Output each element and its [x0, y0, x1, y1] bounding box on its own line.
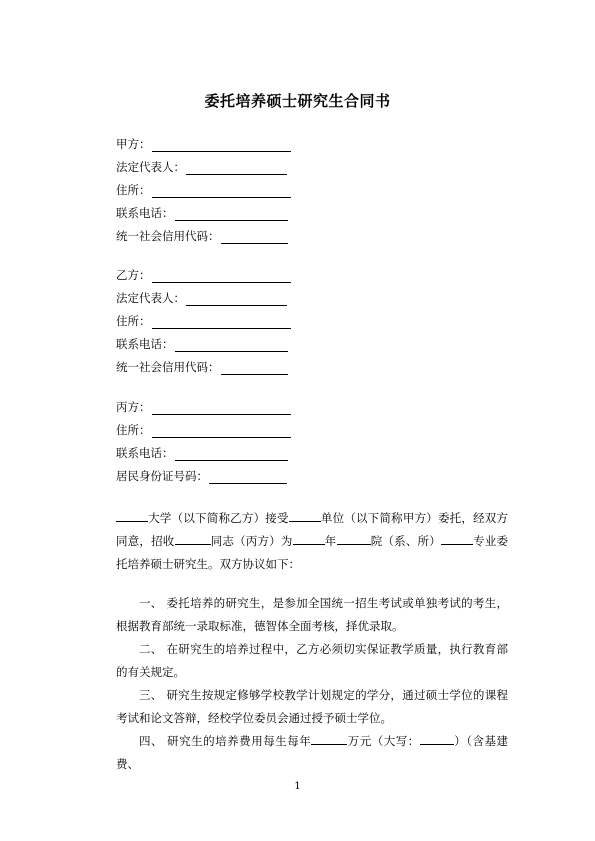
party-b-phone-field — [116, 336, 288, 352]
party-b-name-blank[interactable] — [152, 270, 291, 283]
party-c-name-field — [116, 399, 291, 415]
party-c-name-blank[interactable] — [152, 402, 291, 415]
party-c-address-blank[interactable] — [152, 425, 291, 438]
party-a-name-field — [116, 136, 291, 152]
party-a-credit-code-blank[interactable] — [221, 231, 288, 244]
intro-text-5: 院（系、所） — [370, 534, 441, 548]
party-a-name-blank[interactable] — [152, 139, 291, 152]
party-a-address-field — [116, 182, 291, 198]
clause-2: 二、 在研究生的培养过程中，乙方必须切实保证教学质量，执行教育部的有关规定。 — [116, 642, 508, 679]
intro-text-1: 大学（以下简称乙方）接受 — [148, 511, 289, 525]
party-b-phone-label: 联系电话： — [116, 337, 174, 351]
page-number: 1 — [294, 781, 301, 792]
clause-4-text-2: 万元（大写： — [347, 734, 420, 748]
party-c-name-label: 丙方： — [116, 400, 151, 414]
intro-text-6: 专业委托培养硕士研究生。双方协议如下： — [116, 534, 509, 571]
party-c-id-field — [116, 468, 287, 484]
major-blank[interactable] — [441, 532, 473, 545]
university-blank[interactable] — [116, 509, 148, 522]
party-b-rep-blank[interactable] — [186, 293, 287, 306]
party-b-rep-label: 法定代表人： — [116, 291, 185, 305]
clause-4-text-1: 四、 研究生的培养费用每生每年 — [139, 734, 312, 748]
clause-3: 三、 研究生按规定修够学校教学计划规定的学分，通过硕士学位的课程考试和论文答辩，经校学位委员会通过授予硕士学位。 — [116, 688, 508, 725]
party-a-phone-blank[interactable] — [175, 208, 288, 221]
party-b-address-field — [116, 313, 291, 329]
party-c-phone-field — [116, 445, 288, 461]
clause-4 — [116, 730, 508, 776]
party-a-phone-label: 联系电话： — [116, 206, 174, 220]
school-blank[interactable] — [337, 532, 371, 545]
year-blank[interactable] — [293, 532, 325, 545]
party-a-rep-label: 法定代表人： — [116, 160, 185, 174]
party-c-address-field — [116, 422, 291, 438]
party-c-id-label: 居民身份证号码： — [116, 469, 208, 483]
fee-uppercase-blank[interactable] — [420, 732, 454, 745]
intro-text-4: 年 — [324, 534, 337, 548]
party-b-rep-field — [116, 290, 287, 306]
party-b-address-label: 住所： — [116, 314, 151, 328]
party-a-name-label: 甲方： — [116, 137, 151, 151]
party-a-phone-field — [116, 205, 288, 221]
party-c-address-label: 住所： — [116, 423, 151, 437]
party-a-rep-field — [116, 159, 287, 175]
party-b-credit-code-label: 统一社会信用代码： — [116, 360, 220, 374]
clause-4-text-3: ）（含基建费、 — [116, 734, 509, 771]
student-name-blank[interactable] — [175, 532, 211, 545]
party-b-credit-code-blank[interactable] — [221, 362, 288, 375]
party-b-phone-blank[interactable] — [175, 339, 288, 352]
clause-1: 一、 委托培养的研究生，是参加全国统一招生考试或单独考试的考生，根据教育部统一录取标准，德智体全面考核，择优录取。 — [116, 596, 508, 633]
party-a-rep-blank[interactable] — [186, 162, 287, 175]
party-a-address-label: 住所： — [116, 183, 151, 197]
document-title: 委托培养硕士研究生合同书 — [204, 92, 391, 110]
party-b-name-field — [116, 267, 291, 283]
party-b-name-label: 乙方： — [116, 268, 151, 282]
unit-blank[interactable] — [289, 509, 321, 522]
party-b-credit-code-field — [116, 359, 288, 375]
party-c-phone-label: 联系电话： — [116, 446, 174, 460]
intro-paragraph — [116, 507, 508, 576]
intro-text-3: 同志（丙方）为 — [210, 534, 293, 548]
party-b-address-blank[interactable] — [152, 316, 291, 329]
party-a-credit-code-label: 统一社会信用代码： — [116, 229, 220, 243]
fee-amount-blank[interactable] — [311, 732, 347, 745]
party-c-id-blank[interactable] — [209, 471, 287, 484]
party-c-phone-blank[interactable] — [175, 448, 288, 461]
intro-text-2: 单位（以下简称甲方）委托，经双方同意，招收 — [116, 511, 509, 548]
party-a-credit-code-field — [116, 228, 288, 244]
party-a-address-blank[interactable] — [152, 185, 291, 198]
